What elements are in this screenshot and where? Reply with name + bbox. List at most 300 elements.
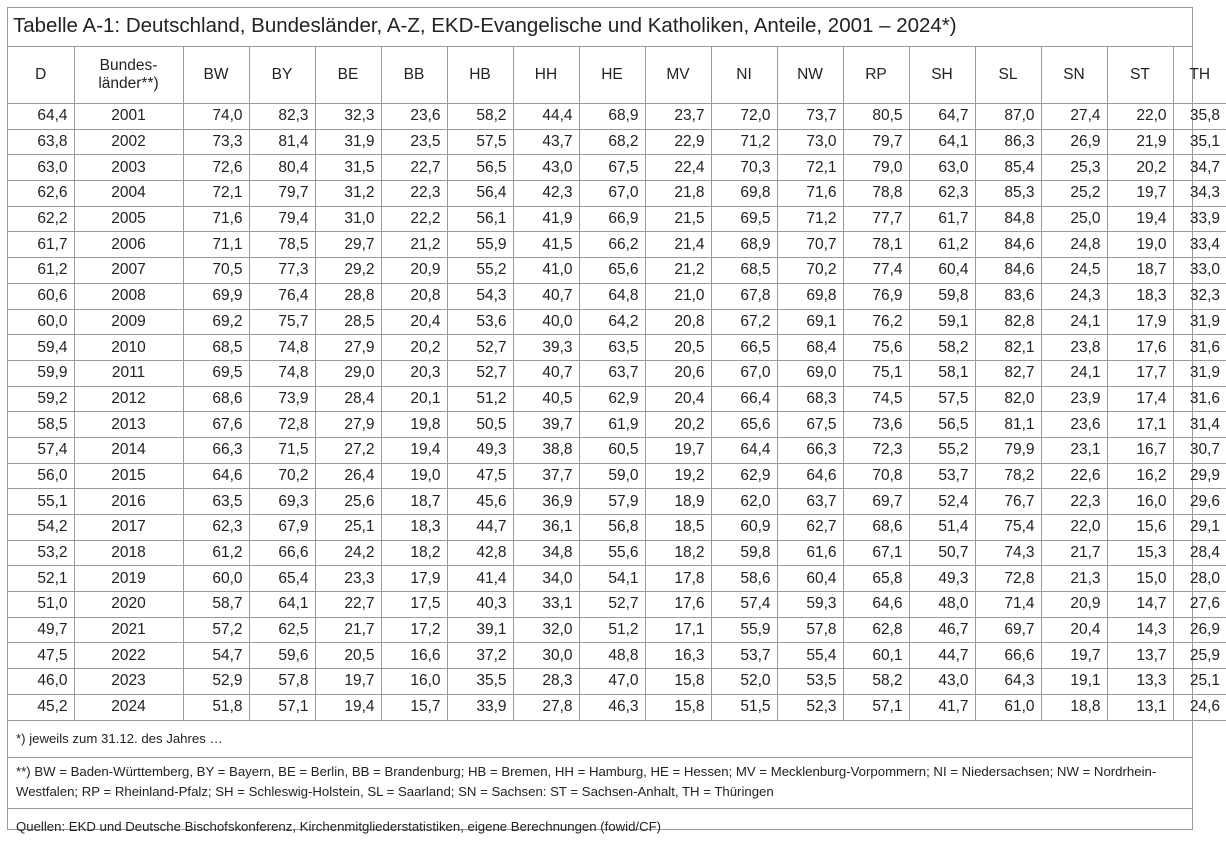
value-cell: 65,8 [843,566,909,592]
table-row [8,386,1226,412]
value-cell: 19,8 [381,412,447,438]
value-cell: 52,0 [711,669,777,695]
table-document [7,7,1220,834]
year-cell: 2013 [74,412,183,438]
value-cell: 18,2 [381,540,447,566]
table-title: Tabelle A-1: Deutschland, Bundesländer, A-Z, EKD-Evangelische und Katholiken, Anteile, 2001 – 2024*) [8,8,1192,47]
table-row [8,283,1226,309]
value-cell: 18,3 [1107,283,1173,309]
value-cell: 19,7 [645,437,711,463]
value-cell: 69,2 [183,309,249,335]
value-cell: 61,7 [909,206,975,232]
value-cell: 62,9 [711,463,777,489]
value-cell: 63,5 [183,489,249,515]
value-cell: 52,7 [447,360,513,386]
value-cell: 58,2 [843,669,909,695]
value-cell: 57,2 [183,617,249,643]
value-cell: 19,7 [315,669,381,695]
value-cell: 77,7 [843,206,909,232]
value-cell: 31,4 [1173,412,1226,438]
value-cell: 26,4 [315,463,381,489]
value-cell: 31,9 [1173,309,1226,335]
value-cell: 36,9 [513,489,579,515]
value-cell: 51,5 [711,694,777,720]
value-cell: 55,1 [8,489,74,515]
value-cell: 21,8 [645,181,711,207]
value-cell: 19,0 [1107,232,1173,258]
value-cell: 52,7 [447,335,513,361]
value-cell: 76,9 [843,283,909,309]
value-cell: 17,4 [1107,386,1173,412]
value-cell: 68,5 [711,258,777,284]
value-cell: 15,0 [1107,566,1173,592]
value-cell: 64,7 [909,104,975,130]
value-cell: 16,3 [645,643,711,669]
value-cell: 34,8 [513,540,579,566]
value-cell: 49,3 [447,437,513,463]
value-cell: 24,2 [315,540,381,566]
value-cell: 60,6 [8,283,74,309]
table-row [8,592,1226,618]
value-cell: 57,5 [447,129,513,155]
year-cell: 2021 [74,617,183,643]
value-cell: 31,0 [315,206,381,232]
value-cell: 29,1 [1173,515,1226,541]
value-cell: 53,5 [777,669,843,695]
value-cell: 33,1 [513,592,579,618]
value-cell: 16,0 [381,669,447,695]
value-cell: 64,1 [909,129,975,155]
value-cell: 44,4 [513,104,579,130]
value-cell: 25,1 [315,515,381,541]
value-cell: 79,4 [249,206,315,232]
value-cell: 29,6 [1173,489,1226,515]
value-cell: 25,2 [1041,181,1107,207]
value-cell: 84,6 [975,258,1041,284]
value-cell: 57,8 [777,617,843,643]
value-cell: 51,8 [183,694,249,720]
value-cell: 34,0 [513,566,579,592]
value-cell: 70,2 [249,463,315,489]
value-cell: 24,8 [1041,232,1107,258]
value-cell: 20,4 [381,309,447,335]
value-cell: 67,0 [711,360,777,386]
value-cell: 71,6 [777,181,843,207]
value-cell: 57,1 [843,694,909,720]
value-cell: 52,9 [183,669,249,695]
value-cell: 60,9 [711,515,777,541]
value-cell: 58,2 [447,104,513,130]
value-cell: 64,4 [8,104,74,130]
value-cell: 68,9 [579,104,645,130]
value-cell: 23,3 [315,566,381,592]
value-cell: 80,5 [843,104,909,130]
value-cell: 13,1 [1107,694,1173,720]
value-cell: 41,0 [513,258,579,284]
value-cell: 37,2 [447,643,513,669]
value-cell: 72,1 [777,155,843,181]
value-cell: 59,6 [249,643,315,669]
table-body [8,104,1226,721]
value-cell: 64,4 [711,437,777,463]
value-cell: 55,4 [777,643,843,669]
source-note: Quellen: EKD und Deutsche Bischofskonferenz, Kirchenmitgliederstatistiken, eigene Berechnungen (fowid/CF) [16,818,662,834]
value-cell: 18,3 [381,515,447,541]
value-cell: 59,8 [711,540,777,566]
value-cell: 58,1 [909,360,975,386]
value-cell: 48,8 [579,643,645,669]
value-cell: 57,4 [711,592,777,618]
value-cell: 55,2 [909,437,975,463]
table-row [8,258,1226,284]
value-cell: 23,5 [381,129,447,155]
value-cell: 34,3 [1173,181,1226,207]
value-cell: 22,7 [315,592,381,618]
value-cell: 23,6 [1041,412,1107,438]
value-cell: 73,9 [249,386,315,412]
value-cell: 41,7 [909,694,975,720]
value-cell: 74,8 [249,335,315,361]
value-cell: 69,8 [777,283,843,309]
table-row [8,181,1226,207]
value-cell: 57,5 [909,386,975,412]
table-row [8,463,1226,489]
value-cell: 13,3 [1107,669,1173,695]
value-cell: 41,9 [513,206,579,232]
value-cell: 66,6 [975,643,1041,669]
value-cell: 20,3 [381,360,447,386]
value-cell: 19,7 [1107,181,1173,207]
value-cell: 17,5 [381,592,447,618]
year-cell: 2024 [74,694,183,720]
value-cell: 64,6 [777,463,843,489]
value-cell: 23,1 [1041,437,1107,463]
value-cell: 64,1 [249,592,315,618]
value-cell: 67,0 [579,181,645,207]
value-cell: 78,1 [843,232,909,258]
value-cell: 71,6 [183,206,249,232]
value-cell: 27,2 [315,437,381,463]
value-cell: 63,8 [8,129,74,155]
value-cell: 40,7 [513,283,579,309]
value-cell: 39,3 [513,335,579,361]
value-cell: 68,3 [777,386,843,412]
value-cell: 62,9 [579,386,645,412]
value-cell: 24,3 [1041,283,1107,309]
value-cell: 51,2 [447,386,513,412]
value-cell: 79,7 [249,181,315,207]
value-cell: 79,7 [843,129,909,155]
value-cell: 14,7 [1107,592,1173,618]
value-cell: 60,5 [579,437,645,463]
value-cell: 53,7 [711,643,777,669]
data-table [8,47,1226,721]
value-cell: 39,7 [513,412,579,438]
table-row [8,566,1226,592]
value-cell: 22,2 [381,206,447,232]
value-cell: 58,5 [8,412,74,438]
value-cell: 52,1 [8,566,74,592]
footnote-date: *) jeweils zum 31.12. des Jahres … [8,721,1192,758]
column-header-17: TH [1173,47,1226,104]
value-cell: 15,7 [381,694,447,720]
value-cell: 45,2 [8,694,74,720]
value-cell: 21,2 [645,258,711,284]
value-cell: 63,7 [579,360,645,386]
value-cell: 71,1 [183,232,249,258]
column-header-2: BW [183,47,249,104]
value-cell: 25,9 [1173,643,1226,669]
value-cell: 68,5 [183,335,249,361]
value-cell: 53,2 [8,540,74,566]
value-cell: 20,4 [1041,617,1107,643]
value-cell: 39,1 [447,617,513,643]
value-cell: 50,7 [909,540,975,566]
value-cell: 49,3 [909,566,975,592]
column-header-14: SL [975,47,1041,104]
value-cell: 73,3 [183,129,249,155]
value-cell: 60,4 [909,258,975,284]
value-cell: 16,6 [381,643,447,669]
table-row [8,360,1226,386]
value-cell: 33,0 [1173,258,1226,284]
value-cell: 35,8 [1173,104,1226,130]
table-row [8,206,1226,232]
value-cell: 67,8 [711,283,777,309]
value-cell: 78,5 [249,232,315,258]
value-cell: 82,8 [975,309,1041,335]
value-cell: 29,9 [1173,463,1226,489]
value-cell: 59,4 [8,335,74,361]
column-header-4: BE [315,47,381,104]
year-cell: 2010 [74,335,183,361]
table-row [8,309,1226,335]
column-header-7: HH [513,47,579,104]
value-cell: 32,0 [513,617,579,643]
value-cell: 69,1 [777,309,843,335]
value-cell: 33,9 [447,694,513,720]
value-cell: 18,9 [645,489,711,515]
value-cell: 72,8 [975,566,1041,592]
value-cell: 22,0 [1107,104,1173,130]
value-cell: 26,9 [1173,617,1226,643]
value-cell: 20,9 [1041,592,1107,618]
value-cell: 27,9 [315,335,381,361]
value-cell: 17,6 [1107,335,1173,361]
value-cell: 47,5 [447,463,513,489]
value-cell: 49,7 [8,617,74,643]
table-row [8,335,1226,361]
value-cell: 64,3 [975,669,1041,695]
value-cell: 84,8 [975,206,1041,232]
value-cell: 77,4 [843,258,909,284]
value-cell: 66,6 [249,540,315,566]
year-cell: 2008 [74,283,183,309]
value-cell: 55,6 [579,540,645,566]
value-cell: 17,9 [1107,309,1173,335]
value-cell: 25,1 [1173,669,1226,695]
value-cell: 61,6 [777,540,843,566]
column-header-0: D [8,47,74,104]
value-cell: 31,5 [315,155,381,181]
value-cell: 24,6 [1173,694,1226,720]
value-cell: 17,1 [1107,412,1173,438]
value-cell: 58,6 [711,566,777,592]
value-cell: 85,4 [975,155,1041,181]
value-cell: 70,7 [777,232,843,258]
value-cell: 71,4 [975,592,1041,618]
value-cell: 20,5 [645,335,711,361]
value-cell: 20,6 [645,360,711,386]
value-cell: 57,9 [579,489,645,515]
value-cell: 76,4 [249,283,315,309]
value-cell: 28,8 [315,283,381,309]
value-cell: 58,7 [183,592,249,618]
value-cell: 84,6 [975,232,1041,258]
year-cell: 2004 [74,181,183,207]
value-cell: 75,7 [249,309,315,335]
value-cell: 27,9 [315,412,381,438]
value-cell: 27,4 [1041,104,1107,130]
value-cell: 68,9 [711,232,777,258]
value-cell: 15,8 [645,694,711,720]
value-cell: 60,4 [777,566,843,592]
value-cell: 17,9 [381,566,447,592]
value-cell: 57,1 [249,694,315,720]
value-cell: 51,0 [8,592,74,618]
value-cell: 21,7 [315,617,381,643]
value-cell: 67,2 [711,309,777,335]
value-cell: 21,5 [645,206,711,232]
value-cell: 22,3 [1041,489,1107,515]
value-cell: 62,6 [8,181,74,207]
value-cell: 68,6 [843,515,909,541]
value-cell: 87,0 [975,104,1041,130]
value-cell: 55,9 [711,617,777,643]
value-cell: 20,9 [381,258,447,284]
value-cell: 62,2 [8,206,74,232]
value-cell: 74,5 [843,386,909,412]
value-cell: 52,4 [909,489,975,515]
value-cell: 64,8 [579,283,645,309]
column-header-13: SH [909,47,975,104]
value-cell: 59,9 [8,360,74,386]
value-cell: 43,0 [513,155,579,181]
value-cell: 72,3 [843,437,909,463]
value-cell: 21,4 [645,232,711,258]
value-cell: 15,8 [645,669,711,695]
column-header-15: SN [1041,47,1107,104]
value-cell: 32,3 [315,104,381,130]
value-cell: 86,3 [975,129,1041,155]
value-cell: 67,9 [249,515,315,541]
value-cell: 32,3 [1173,283,1226,309]
value-cell: 81,1 [975,412,1041,438]
value-cell: 68,6 [183,386,249,412]
value-cell: 43,0 [909,669,975,695]
value-cell: 24,1 [1041,309,1107,335]
value-cell: 52,7 [579,592,645,618]
value-cell: 59,8 [909,283,975,309]
value-cell: 48,0 [909,592,975,618]
value-cell: 40,7 [513,360,579,386]
column-header-12: RP [843,47,909,104]
footnote-abbreviations: **) BW = Baden-Württemberg, BY = Bayern, BE = Berlin, BB = Brandenburg; HB = Bremen, HH = Hamburg, HE = Hessen; MV = Mecklenburg-Vorpommern; NI = Niedersachsen; NW = Nordrhein-Westfalen; RP = Rheinland-Pfalz; SH = Schleswig-Holstein, SL = Saarland; SN = Sachsen: ST = Sachsen-Anhalt, TH = Thüringen [8,758,1192,809]
value-cell: 22,6 [1041,463,1107,489]
value-cell: 17,7 [1107,360,1173,386]
value-cell: 52,3 [777,694,843,720]
table-row [8,437,1226,463]
column-header-5: BB [381,47,447,104]
value-cell: 17,8 [645,566,711,592]
value-cell: 65,4 [249,566,315,592]
value-cell: 82,0 [975,386,1041,412]
value-cell: 75,1 [843,360,909,386]
value-cell: 28,0 [1173,566,1226,592]
value-cell: 15,3 [1107,540,1173,566]
value-cell: 56,4 [447,181,513,207]
table-row [8,515,1226,541]
value-cell: 69,0 [777,360,843,386]
value-cell: 69,5 [183,360,249,386]
value-cell: 22,0 [1041,515,1107,541]
value-cell: 36,1 [513,515,579,541]
year-cell: 2011 [74,360,183,386]
value-cell: 60,0 [183,566,249,592]
year-cell: 2003 [74,155,183,181]
value-cell: 29,2 [315,258,381,284]
value-cell: 65,6 [579,258,645,284]
value-cell: 77,3 [249,258,315,284]
value-cell: 54,3 [447,283,513,309]
value-cell: 43,7 [513,129,579,155]
value-cell: 19,4 [381,437,447,463]
value-cell: 59,2 [8,386,74,412]
value-cell: 15,6 [1107,515,1173,541]
value-cell: 82,1 [975,335,1041,361]
value-cell: 21,0 [645,283,711,309]
value-cell: 63,0 [909,155,975,181]
value-cell: 81,4 [249,129,315,155]
year-cell: 2022 [74,643,183,669]
value-cell: 62,8 [843,617,909,643]
value-cell: 27,6 [1173,592,1226,618]
value-cell: 72,0 [711,104,777,130]
year-cell: 2012 [74,386,183,412]
value-cell: 71,2 [777,206,843,232]
value-cell: 56,8 [579,515,645,541]
value-cell: 16,7 [1107,437,1173,463]
table-row [8,232,1226,258]
value-cell: 46,7 [909,617,975,643]
value-cell: 66,2 [579,232,645,258]
year-cell: 2017 [74,515,183,541]
value-cell: 71,2 [711,129,777,155]
value-cell: 22,3 [381,181,447,207]
value-cell: 75,4 [975,515,1041,541]
value-cell: 56,5 [909,412,975,438]
value-cell: 78,2 [975,463,1041,489]
table-row [8,540,1226,566]
value-cell: 21,7 [1041,540,1107,566]
value-cell: 18,7 [381,489,447,515]
value-cell: 74,0 [183,104,249,130]
value-cell: 67,6 [183,412,249,438]
value-cell: 69,8 [711,181,777,207]
value-cell: 69,9 [183,283,249,309]
column-header-11: NW [777,47,843,104]
value-cell: 73,0 [777,129,843,155]
